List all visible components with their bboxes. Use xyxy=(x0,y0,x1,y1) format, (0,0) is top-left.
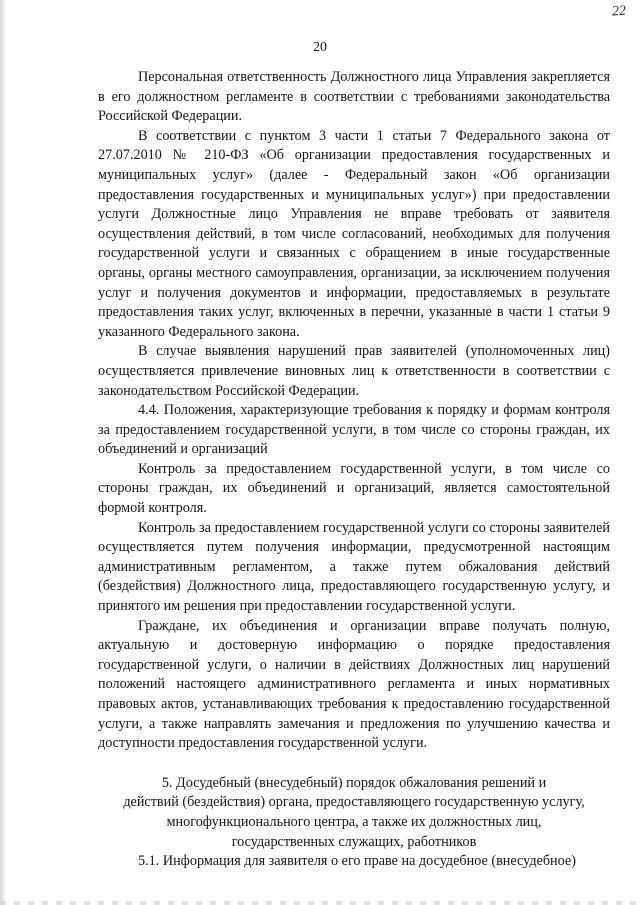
paragraph-control-form: Контроль за предоставлением государственной услуги, в том числе со стороны граждан, их объединений и организаций, является самостоятельной формой контроля. xyxy=(98,460,610,517)
scan-bottom-edge xyxy=(0,901,640,905)
paragraph-federal-law: В соответствии с пунктом 3 части 1 статьи 7 Федерального закона от 27.07.2010 № 210-ФЗ «Об организации предоставления государственных и муниципальных услуг» (далее - Федеральный закон «Об организации предоставления государственных и муниципальных услуг») при предоставлении услуги Должностные лицо Управления не вправе требовать от заявителя осуществления действий, в том числе согласований, необходимых для получения государственной услуги и связанных с обращением в иные государственные органы, органы местного самоуправления, организации, за исключением получения услуг и получения документов и информации, предоставляемых в результате предоставления таких услуг, включенных в перечни, указанные в части 1 статьи 9 указанного Федерального закона. xyxy=(98,127,610,340)
paragraph-citizens-rights: Граждане, их объединения и организации вправе получать полную, актуальную и достоверную информацию о порядке предоставления государственной услуги, о наличии в действиях Должностных лиц нарушений положений настоящего административного регламента и иных нормативных правовых актов, устанавливающих требования к предоставлению государственной услуги, а также направлять замечания и предложения по улучшению качества и доступности предоставления государственной услуги. xyxy=(98,617,610,752)
section-heading-line: многофункционального центра, а также их должностных лиц, xyxy=(166,813,542,830)
handwritten-sheet-number: 22 xyxy=(611,3,627,20)
paragraph-responsibility: Персональная ответственность Должностного лица Управления закрепляется в его должностном регламенте в соответствии с требованиями законодательства Российской Федерации. xyxy=(98,69,610,125)
paragraph-violations: В случае выявления нарушений прав заявителей (уполномоченных лиц) осуществляется привлечение виновных лиц к ответственности в соответствии с законодательством Российской Федерации. xyxy=(98,343,610,399)
document-body xyxy=(98,68,610,872)
section-heading-line: государственных служащих, работников xyxy=(231,833,477,850)
section-heading-line: действий (бездействия) органа, предоставляющего государственную услугу, xyxy=(123,794,585,811)
paragraph-control-by-applicants: Контроль за предоставлением государственной услуги со стороны заявителей осуществляется путем получения информации, предусмотренной настоящим административным регламентом, а также путем обжалования действий (бездействия) Должностного лица, предоставляющего государственную услугу, и принятого им решения при предоставлении государственной услуги. xyxy=(98,519,610,615)
scan-edge-shadow xyxy=(0,0,6,905)
paragraph-section-5-1: 5.1. Информация для заявителя о его праве на досудебное (внесудебное) xyxy=(138,853,576,870)
section-5-heading xyxy=(98,774,610,852)
section-heading-line: 5. Досудебный (внесудебный) порядок обжалования решений и xyxy=(161,774,547,791)
paragraph-section-4-4: 4.4. Положения, характеризующие требования к порядку и формам контроля за предоставлением государственной услуги, в том числе со стороны граждан, их объединений и организаций xyxy=(98,402,610,458)
page-number: 20 xyxy=(313,40,327,55)
